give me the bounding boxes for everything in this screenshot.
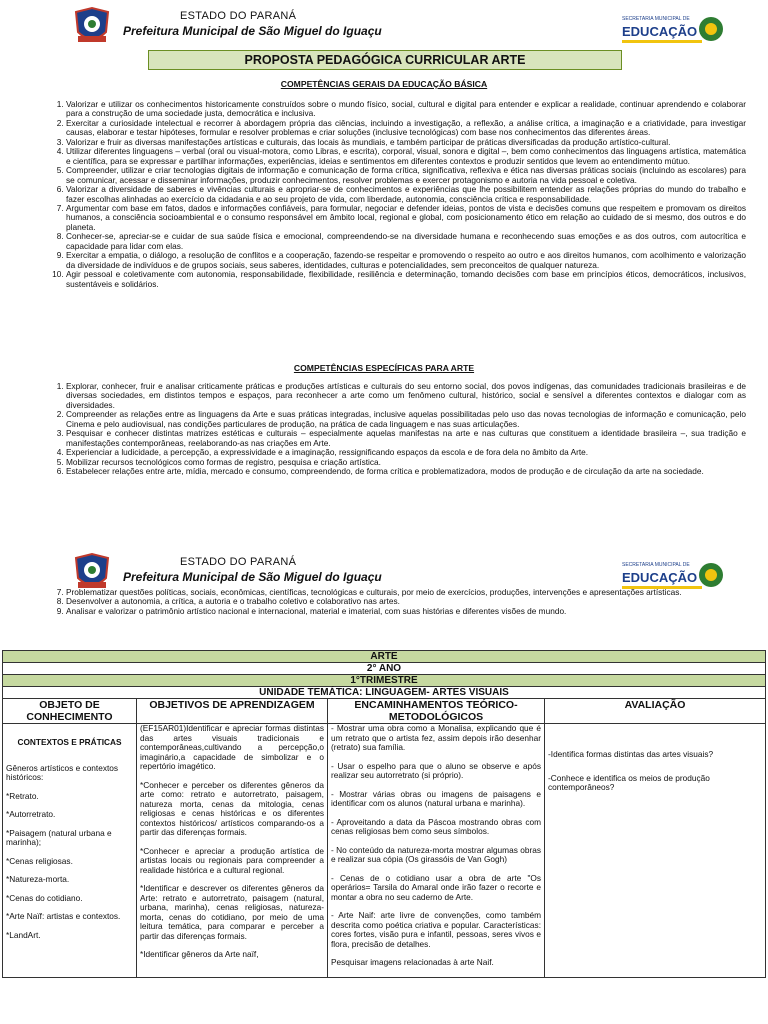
cell-text: *Conhecer e apreciar a produção artística de artistas locais ou regionais para compreender a realidade histórica e a cultural regional. [140, 845, 324, 875]
cell-text: - Mostrar várias obras ou imagens de paisagens e identificar com os alunos (natural urbana e marinha). [331, 788, 541, 808]
list-item: 9. Exercitar a empatia, o diálogo, a resolução de conflitos e a cooperação, fazendo-se respeitar e promovendo o respeito ao outro e aos direitos humanos, com acolhimento e valorização da diversidade de indivíduos e de grupos sociais, seus saberes, identidades, culturas e potencialidades, sem preconceitos de qualquer natureza. [66, 251, 746, 270]
cell-text: - Cenas de o cotidiano usar a obra de arte "Os operários= Tarsila do Amaral onde irão fazer o recorte e montar a obra no seu caderno de Arte. [331, 872, 541, 902]
cell-text: *Identificar e descrever os diferentes gêneros da Arte: retrato e autorretrato, paisagem (natural, urbana, marinha), cenas religiosas, natureza-morta, cenas do cotidiano, por meio de uma leitura temática, para comparar e perceber a partir das diferenças formais. [140, 883, 324, 941]
cell-text: -Conhece e identifica os meios de produção contemporâneos? [548, 772, 710, 792]
list-item: 5. Compreender, utilizar e criar tecnologias digitais de informação e comunicação de forma crítica, significativa, reflexiva e ética nas diversas práticas sociais (incluindo as escolares) para se comunicar, acessar e disseminar informações, produzir conhecimentos, resolver problemas e exercer protagonismo e autoria na vida pessoal e coletiva. [66, 166, 746, 185]
specific-competencies-list [56, 382, 746, 477]
column-header: OBJETO DE CONHECIMENTO [3, 699, 137, 724]
table-subject: ARTE [3, 651, 766, 663]
list-item: 10. Agir pessoal e coletivamente com autonomia, responsabilidade, flexibilidade, resiliência e determinação, tomando decisões com base em princípios éticos, democráticos, inclusivos, sustentáveis e solidários. [66, 270, 746, 289]
cell-text: Pesquisar imagens relacionadas à arte Naif. [331, 957, 494, 967]
column-header: OBJETIVOS DE APRENDIZAGEM [137, 699, 328, 724]
education-logo-icon [618, 12, 728, 46]
edu-logo-text: EDUCAÇÃO [622, 24, 698, 39]
table-row [3, 724, 766, 978]
table-header-row [3, 699, 766, 724]
section-heading-general: COMPETÊNCIAS GERAIS DA EDUCAÇÃO BÁSICA [280, 79, 488, 89]
cell-text: - Mostrar uma obra como a Monalisa, explicando que é um retrato que o artista fez, assim depois irão desenhar (retrato) sua família. [331, 723, 541, 752]
cell-heading: CONTEXTOS E PRÁTICAS [17, 737, 122, 747]
table-term: 1°TRIMESTRE [3, 675, 766, 687]
list-item: 7. Argumentar com base em fatos, dados e informações confiáveis, para formular, negociar e defender ideias, pontos de vista e decisões comuns que respeitem e promovam os direitos humanos, a consciência socioambiental e o consumo responsável em âmbito local, regional e global, com posicionamento ético em relação ao cuidado de si mesmo, dos outros e do planeta. [66, 204, 746, 232]
edu-logo-small: SECRETARIA MUNICIPAL DE [622, 16, 690, 22]
prefecture-name: Prefeitura Municipal de São Miguel do Iguaçu [123, 570, 382, 584]
cell-text: -Identifica formas distintas das artes visuais? [548, 749, 714, 759]
cell-text: *Paisagem (natural urbana e marinha); [6, 827, 112, 847]
cell-text: *Cenas do cotidiano. [6, 892, 83, 903]
cell-text: *Cenas religiosas. [6, 855, 73, 866]
cell-text: *Identificar gêneros da Arte naïf, [140, 949, 259, 959]
general-competencies-list [56, 100, 746, 289]
document-title: PROPOSTA PEDAGÓGICA CURRICULAR ARTE [148, 50, 622, 70]
cell-text: *Natureza-morta. [6, 874, 70, 884]
column-header: AVALIAÇÃO [545, 699, 766, 724]
cell-text: - Arte Naif: arte livre de convenções, como também descrita como poética criativa e popular. Características: cores fortes, visão pura e infantil, pessoas, seres vivos e flora, precisão de detalhes. [331, 910, 541, 949]
municipal-crest-icon [72, 6, 112, 48]
evaluation-cell [545, 724, 766, 978]
list-item: 3. Valorizar e fruir as diversas manifestações artísticas e culturais, das locais às mundiais, e também participar de práticas diversificadas da produção artístico-cultural. [66, 138, 746, 147]
cell-text: - Usar o espelho para que o aluno se observe e após realizar seu autorretrato (si próprio). [331, 760, 541, 780]
list-item: 8. Desenvolver a autonomia, a crítica, a autoria e o trabalho coletivo e colaborativo nas artes. [66, 597, 746, 606]
list-item: 4. Experienciar a ludicidade, a percepção, a expressividade e a imaginação, ressignificando espaços da escola e de fora dela no âmbito da Arte. [66, 448, 746, 457]
cell-text: *LandArt. [6, 929, 41, 940]
cell-text: - Aproveitando a data da Páscoa mostrando obras com cenas religiosas bem como seus símbolos. [331, 816, 541, 836]
table-unit: UNIDADE TEMÁTICA: LINGUAGEM- ARTES VISUAIS [3, 687, 766, 699]
cell-text: *Conhecer e perceber os diferentes gêneros da arte como: retrato e autorretrato, paisagem, natureza morta, cenas da mitologia, cenas religiosas e cenas históricas e os diferentes contextos históricos/ artísticos comparando-os a partir das diferenças formais. [140, 779, 324, 837]
page-header [0, 0, 768, 50]
state-name: ESTADO DO PARANÁ [180, 10, 297, 22]
edu-logo-small: SECRETARIA MUNICIPAL DE [622, 562, 690, 568]
specific-competencies-list-continued [56, 588, 746, 616]
cell-text: *Autorretrato. [6, 809, 56, 819]
list-item: 2. Compreender as relações entre as linguagens da Arte e suas práticas integradas, inclusive aquelas possibilitadas pelo uso das novas tecnologias de informação e comunicação, pelo Cinema e pelo audiovisual, nas condições particulares de produção, na prática de cada linguagem e nas suas articulações. [66, 410, 746, 429]
list-item: 9. Analisar e valorizar o patrimônio artístico nacional e internacional, material e imaterial, com suas histórias e diferentes visões de mundo. [66, 607, 746, 616]
table-year: 2° ANO [3, 663, 766, 675]
list-item: 6. Estabelecer relações entre arte, mídia, mercado e consumo, compreendendo, de forma crítica e problematizadora, modos de produção e de circulação da arte na sociedade. [66, 467, 746, 476]
cell-text: (EF15AR01)Identificar e apreciar formas distintas das artes visuais tradicionais e contemporâneas,cultivando a percepção,o imaginário,a capacidade de simbolizar e o repertório imagético. [140, 723, 324, 771]
list-item: 8. Conhecer-se, apreciar-se e cuidar de sua saúde física e emocional, compreendendo-se na diversidade humana e reconhecendo suas emoções e as dos outros, com autocrítica e capacidade para lidar com elas. [66, 232, 746, 251]
list-item: 5. Mobilizar recursos tecnológicos como formas de registro, pesquisa e criação artística. [66, 458, 746, 467]
edu-logo-text: EDUCAÇÃO [622, 570, 698, 585]
cell-text: *Arte Naïf: artistas e contextos. [6, 911, 121, 921]
list-item: 1. Explorar, conhecer, fruir e analisar criticamente práticas e produções artísticas e culturais do seu entorno social, dos povos indígenas, das comunidades tradicionais brasileiras e de diversas sociedades, em distintos tempos e espaços, para reconhecer a arte como um fenômeno cultural, histórico, social e sensível a diferentes contextos e dialogar com as diversidades. [66, 382, 746, 410]
list-item: 3. Pesquisar e conhecer distintas matrizes estéticas e culturais – especialmente aquelas manifestas na arte e nas culturas que constituem a identidade brasileira –, sua tradição e manifestações contemporâneas, reelaborando-as nas criações em Arte. [66, 429, 746, 448]
methodology-cell [328, 724, 545, 978]
list-item: 2. Exercitar a curiosidade intelectual e recorrer à abordagem própria das ciências, incluindo a investigação, a reflexão, a análise crítica, a imaginação e a criatividade, para investigar causas, elaborar e testar hipóteses, formular e resolver problemas e criar soluções (inclusive tecnológicas) com base nos conhecimentos das diferentes áreas. [66, 119, 746, 138]
prefecture-name: Prefeitura Municipal de São Miguel do Iguaçu [123, 24, 382, 38]
curriculum-table [2, 650, 766, 978]
list-item: 7. Problematizar questões políticas, sociais, econômicas, científicas, tecnológicas e culturais, por meio de exercícios, produções, intervenções e apresentações artísticas. [66, 588, 746, 597]
list-item: 4. Utilizar diferentes linguagens – verbal (oral ou visual-motora, como Libras, e escrita), corporal, visual, sonora e digital –, bem como conhecimentos das linguagens artística, matemática e científica, para se expressar e partilhar informações, experiências, ideias e sentimentos em diferentes contextos e produzir sentidos que levem ao entendimento mútuo. [66, 147, 746, 166]
column-header: ENCAMINHAMENTOS TEÓRICO-METODOLÓGICOS [328, 699, 545, 724]
cell-text: Gêneros artísticos e contextos históricos: [6, 762, 119, 782]
state-name: ESTADO DO PARANÁ [180, 556, 297, 568]
list-item: 1. Valorizar e utilizar os conhecimentos historicamente construídos sobre o mundo físico, social, cultural e digital para entender e explicar a realidade, continuar aprendendo e colaborar para a construção de uma sociedade justa, democrática e inclusiva. [66, 100, 746, 119]
list-item: 6. Valorizar a diversidade de saberes e vivências culturais e apropriar-se de conhecimentos e experiências que lhe possibilitem entender as relações próprias do mundo do trabalho e fazer escolhas alinhadas ao exercício da cidadania e ao seu projeto de vida, com liberdade, autonomia, consciência crítica e responsabilidade. [66, 185, 746, 204]
section-heading-specific: COMPETÊNCIAS ESPECÍFICAS PARA ARTE [293, 363, 475, 373]
learning-objectives-cell [137, 724, 328, 978]
knowledge-object-cell [3, 724, 137, 978]
cell-text: - No conteúdo da natureza-morta mostrar algumas obras e realizar sua cópia (Os girassóis de Van Gogh) [331, 844, 541, 864]
cell-text: *Retrato. [6, 790, 39, 801]
